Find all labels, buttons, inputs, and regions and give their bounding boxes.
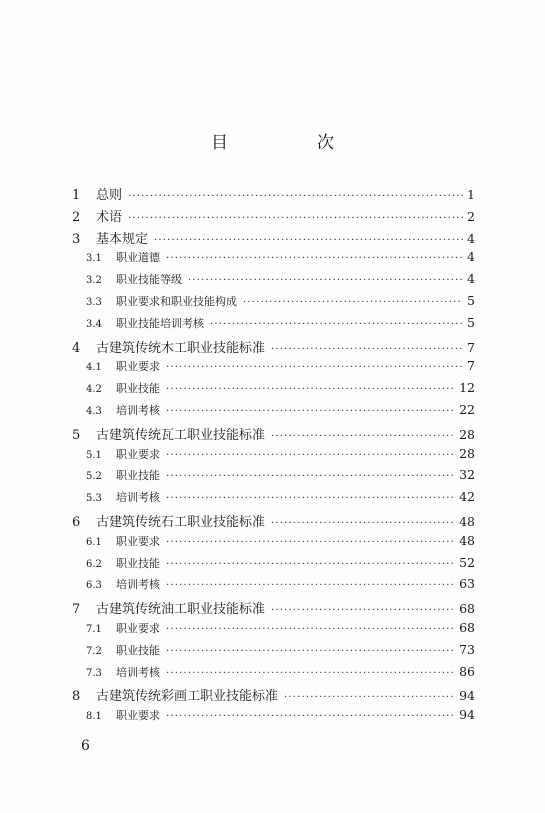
- toc-section-row[interactable]: [72, 664, 475, 686]
- toc-entry-number: 5.2: [86, 471, 102, 483]
- toc-section-row[interactable]: [72, 533, 475, 555]
- toc-entry-title: 职业技能: [116, 382, 160, 396]
- footer-page-number: 6: [81, 738, 90, 754]
- toc-entry-page-number: 86: [459, 663, 475, 679]
- toc-chapter-row[interactable]: [72, 206, 475, 228]
- toc-entry-page-number: 48: [459, 532, 475, 548]
- toc-section-row[interactable]: [72, 380, 475, 402]
- toc-entry-number: 3.3: [86, 296, 102, 308]
- toc-entry-page-number: 5: [467, 292, 475, 308]
- toc-dot-leader: [284, 692, 455, 703]
- toc-section-row[interactable]: [72, 620, 475, 642]
- toc-section-row[interactable]: [72, 271, 475, 293]
- toc-entry-number: 3.4: [86, 318, 102, 330]
- toc-section-row[interactable]: [72, 446, 475, 468]
- toc-dot-leader: [271, 518, 455, 529]
- toc-entry-number: 8.1: [86, 711, 102, 723]
- toc-entry-number: 3.1: [86, 253, 102, 265]
- toc-chapter-row[interactable]: [72, 228, 475, 250]
- toc-section-row[interactable]: [72, 358, 475, 380]
- toc-section-row[interactable]: [72, 555, 475, 577]
- toc-entry-title: 古建筑传统瓦工职业技能标准: [96, 427, 266, 443]
- toc-section-row[interactable]: [72, 315, 475, 337]
- toc-entry-page-number: 48: [459, 513, 475, 529]
- toc-dot-leader: [166, 493, 455, 504]
- toc-entry-page-number: 7: [467, 358, 475, 374]
- toc-entry-number: 6.3: [86, 580, 102, 592]
- toc-entry-number: 5.3: [86, 493, 102, 505]
- toc-chapter-row[interactable]: [72, 184, 475, 206]
- toc-entry-page-number: 5: [467, 314, 475, 330]
- toc-entry-title: 基本规定: [96, 231, 149, 247]
- toc-dot-leader: [166, 253, 463, 264]
- toc-dot-leader: [271, 344, 463, 355]
- toc-section-row[interactable]: [72, 249, 475, 271]
- toc-entry-title: 职业要求: [116, 447, 160, 461]
- toc-entry-title: 职业要求: [116, 534, 160, 548]
- toc-entry-title: 职业要求: [116, 360, 160, 374]
- toc-dot-leader: [166, 668, 455, 679]
- toc-entry-page-number: 4: [467, 249, 475, 265]
- toc-entry-number: 4: [72, 340, 81, 356]
- toc-dot-leader: [243, 297, 463, 308]
- toc-entry-page-number: 32: [459, 467, 475, 483]
- toc-entry-title: 古建筑传统木工职业技能标准: [96, 340, 266, 356]
- toc-section-row[interactable]: [72, 489, 475, 511]
- toc-chapter-row[interactable]: [72, 424, 475, 446]
- toc-entry-number: 7.2: [86, 645, 102, 657]
- toc-dot-leader: [271, 605, 455, 616]
- toc-section-row[interactable]: [72, 293, 475, 315]
- toc-dot-leader: [166, 711, 455, 722]
- toc-entry-title: 培训考核: [116, 665, 160, 679]
- toc-entry-title: 职业技能培训考核: [116, 316, 204, 330]
- toc-dot-leader: [166, 471, 455, 482]
- toc-dot-leader: [166, 450, 455, 461]
- toc-entry-page-number: 28: [459, 445, 475, 461]
- table-of-contents: [72, 184, 475, 729]
- toc-entry-title: 职业要求和职业技能构成: [116, 294, 237, 308]
- toc-entry-number: 5: [72, 427, 81, 443]
- toc-section-row[interactable]: [72, 467, 475, 489]
- toc-entry-title: 职业要求: [116, 621, 160, 635]
- toc-dot-leader: [128, 191, 463, 202]
- toc-entry-page-number: 94: [459, 707, 475, 723]
- toc-entry-number: 4.2: [86, 384, 102, 396]
- page-title: 目 次: [211, 133, 370, 153]
- toc-entry-number: 7: [72, 602, 81, 618]
- toc-entry-number: 4.3: [86, 405, 102, 417]
- toc-chapter-row[interactable]: [72, 685, 475, 707]
- toc-entry-number: 6: [72, 514, 81, 530]
- toc-entry-page-number: 2: [467, 208, 475, 224]
- toc-entry-number: 7.3: [86, 667, 102, 679]
- toc-entry-title: 职业技能: [116, 556, 160, 570]
- toc-entry-page-number: 52: [459, 554, 475, 570]
- toc-entry-title: 培训考核: [116, 578, 160, 592]
- toc-entry-title: 职业道德: [116, 251, 160, 265]
- toc-dot-leader: [166, 646, 455, 657]
- toc-entry-number: 5.1: [86, 449, 102, 461]
- toc-entry-number: 1: [72, 188, 81, 203]
- toc-entry-number: 6.2: [86, 558, 102, 570]
- toc-entry-title: 术语: [96, 209, 123, 225]
- toc-section-row[interactable]: [72, 576, 475, 598]
- toc-entry-page-number: 7: [467, 339, 475, 355]
- toc-chapter-row[interactable]: [72, 598, 475, 620]
- toc-chapter-row[interactable]: [72, 511, 475, 533]
- toc-entry-page-number: 4: [467, 230, 475, 246]
- toc-dot-leader: [166, 537, 455, 548]
- toc-entry-title: 职业技能等级: [116, 273, 182, 287]
- toc-entry-title: 总则: [96, 188, 123, 203]
- toc-entry-title: 培训考核: [116, 403, 160, 417]
- toc-dot-leader: [166, 559, 455, 570]
- toc-entry-page-number: 28: [459, 426, 475, 442]
- toc-entry-page-number: 73: [459, 641, 475, 657]
- toc-entry-number: 3.2: [86, 275, 102, 287]
- toc-entry-page-number: 4: [467, 271, 475, 287]
- toc-entry-title: 职业技能: [116, 469, 160, 483]
- toc-entry-number: 4.1: [86, 362, 102, 374]
- toc-entry-number: 7.1: [86, 623, 102, 635]
- toc-dot-leader: [166, 384, 455, 395]
- toc-entry-number: 8: [72, 689, 81, 705]
- toc-dot-leader: [166, 362, 463, 373]
- toc-dot-leader: [154, 235, 463, 246]
- toc-dot-leader: [271, 431, 455, 442]
- toc-entry-title: 古建筑传统油工职业技能标准: [96, 602, 266, 618]
- toc-entry-number: 3: [72, 231, 81, 247]
- toc-dot-leader: [166, 580, 455, 591]
- toc-section-row[interactable]: [72, 642, 475, 664]
- toc-chapter-row[interactable]: [72, 337, 475, 359]
- toc-section-row[interactable]: [72, 402, 475, 424]
- toc-entry-number: 2: [72, 209, 81, 225]
- toc-entry-title: 职业技能: [116, 643, 160, 657]
- toc-entry-page-number: 1: [467, 187, 475, 202]
- toc-entry-page-number: 22: [459, 401, 475, 417]
- toc-entry-page-number: 68: [459, 601, 475, 617]
- toc-dot-leader: [188, 275, 463, 286]
- toc-entry-title: 培训考核: [116, 491, 160, 505]
- toc-entry-title: 古建筑传统彩画工职业技能标准: [96, 689, 279, 705]
- toc-entry-page-number: 63: [459, 576, 475, 592]
- toc-dot-leader: [128, 213, 463, 224]
- toc-entry-page-number: 12: [459, 380, 475, 396]
- toc-dot-leader: [166, 406, 455, 417]
- toc-section-row[interactable]: [72, 707, 475, 729]
- toc-entry-page-number: 94: [459, 688, 475, 704]
- toc-dot-leader: [210, 319, 463, 330]
- toc-entry-title: 古建筑传统石工职业技能标准: [96, 514, 266, 530]
- toc-dot-leader: [166, 624, 455, 635]
- toc-entry-number: 6.1: [86, 536, 102, 548]
- toc-entry-title: 职业要求: [116, 709, 160, 723]
- toc-entry-page-number: 42: [459, 489, 475, 505]
- toc-entry-page-number: 68: [459, 619, 475, 635]
